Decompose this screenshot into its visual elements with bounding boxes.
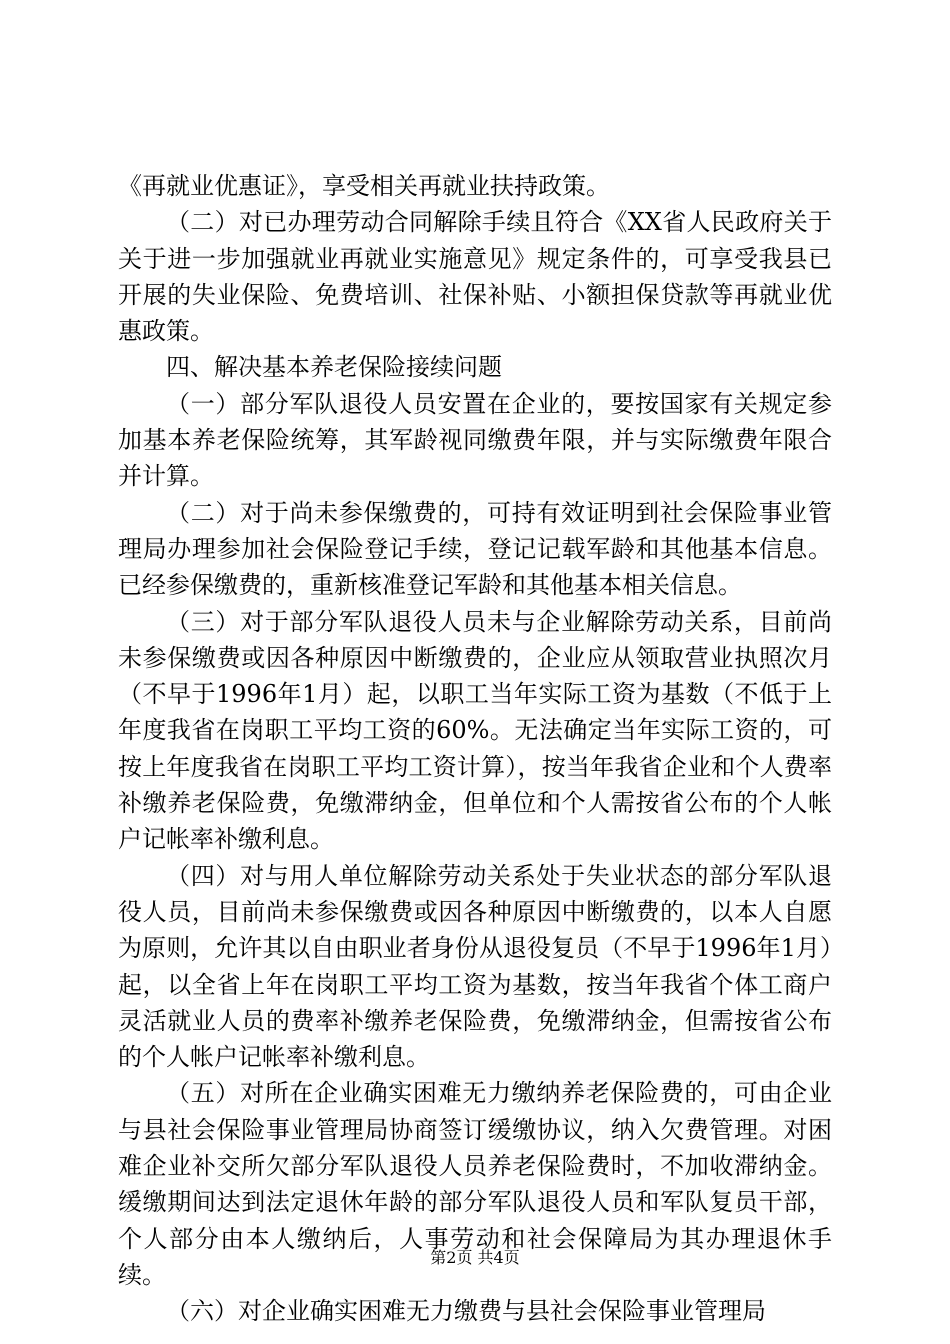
- paragraph-item-4: （四）对与用人单位解除劳动关系处于失业状态的部分军队退役人员，目前尚未参保缴费或因各种原因中断缴费的，以本人自愿为原则，允许其以自由职业者身份从退役复员（不早于1996年1月）起，以全省上年在岗职工平均工资为基数，按当年我省个体工商户灵活就业人员的费率补缴养老保险费，免缴滞纳金，但需按省公布的个人帐户记帐率补缴利息。: [118, 861, 832, 1072]
- paragraph-item-5: （五）对所在企业确实困难无力缴纳养老保险费的，可由企业与县社会保险事业管理局协商签订缓缴协议，纳入欠费管理。对困难企业补交所欠部分军队退役人员养老保险费时，不加收滞纳金。缓缴期间达到法定退休年龄的部分军队退役人员和军队复员干部，个人部分由本人缴纳后，人事劳动和社会保障局为其办理退休手续。: [118, 1079, 832, 1289]
- paragraph-item-3: （三）对于部分军队退役人员未与企业解除劳动关系，目前尚未参保缴费或因各种原因中断缴费的，企业应从领取营业执照次月（不早于1996年1月）起，以职工当年实际工资为基数（不低于上年度我省在岗职工平均工资的60%。无法确定当年实际工资的，可按上年度我省在岗职工平均工资计算），按当年我省企业和个人费率补缴养老保险费，免缴滞纳金，但单位和个人需按省公布的个人帐户记帐率补缴利息。: [118, 607, 832, 854]
- section-heading-4: 四、解决基本养老保险接续问题: [166, 353, 502, 382]
- page-footer: 第2页 共4页: [430, 1248, 520, 1267]
- paragraph-item-2-reemployment: （二）对已办理劳动合同解除手续且符合《XX省人民政府关于关于进一步加强就业再就业实施意见》规定条件的，可享受我县已开展的失业保险、免费培训、社保补贴、小额担保贷款等再就业优惠政策。: [118, 208, 832, 346]
- document-body: [118, 168, 832, 1330]
- paragraph-item-2: （二）对于尚未参保缴费的，可持有效证明到社会保险事业管理局办理参加社会保险登记手续，登记记载军龄和其他基本信息。已经参保缴费的，重新核准登记军龄和其他基本相关信息。: [118, 498, 832, 600]
- paragraph-item-6: （六）对企业确实困难无力缴费与县社会保险事业管理局: [166, 1297, 766, 1326]
- paragraph-continuation: 《再就业优惠证》，享受相关再就业扶持政策。: [118, 172, 610, 200]
- paragraph-item-1: （一）部分军队退役人员安置在企业的，要按国家有关规定参加基本养老保险统筹，其军龄视同缴费年限，并与实际缴费年限合并计算。: [118, 389, 832, 491]
